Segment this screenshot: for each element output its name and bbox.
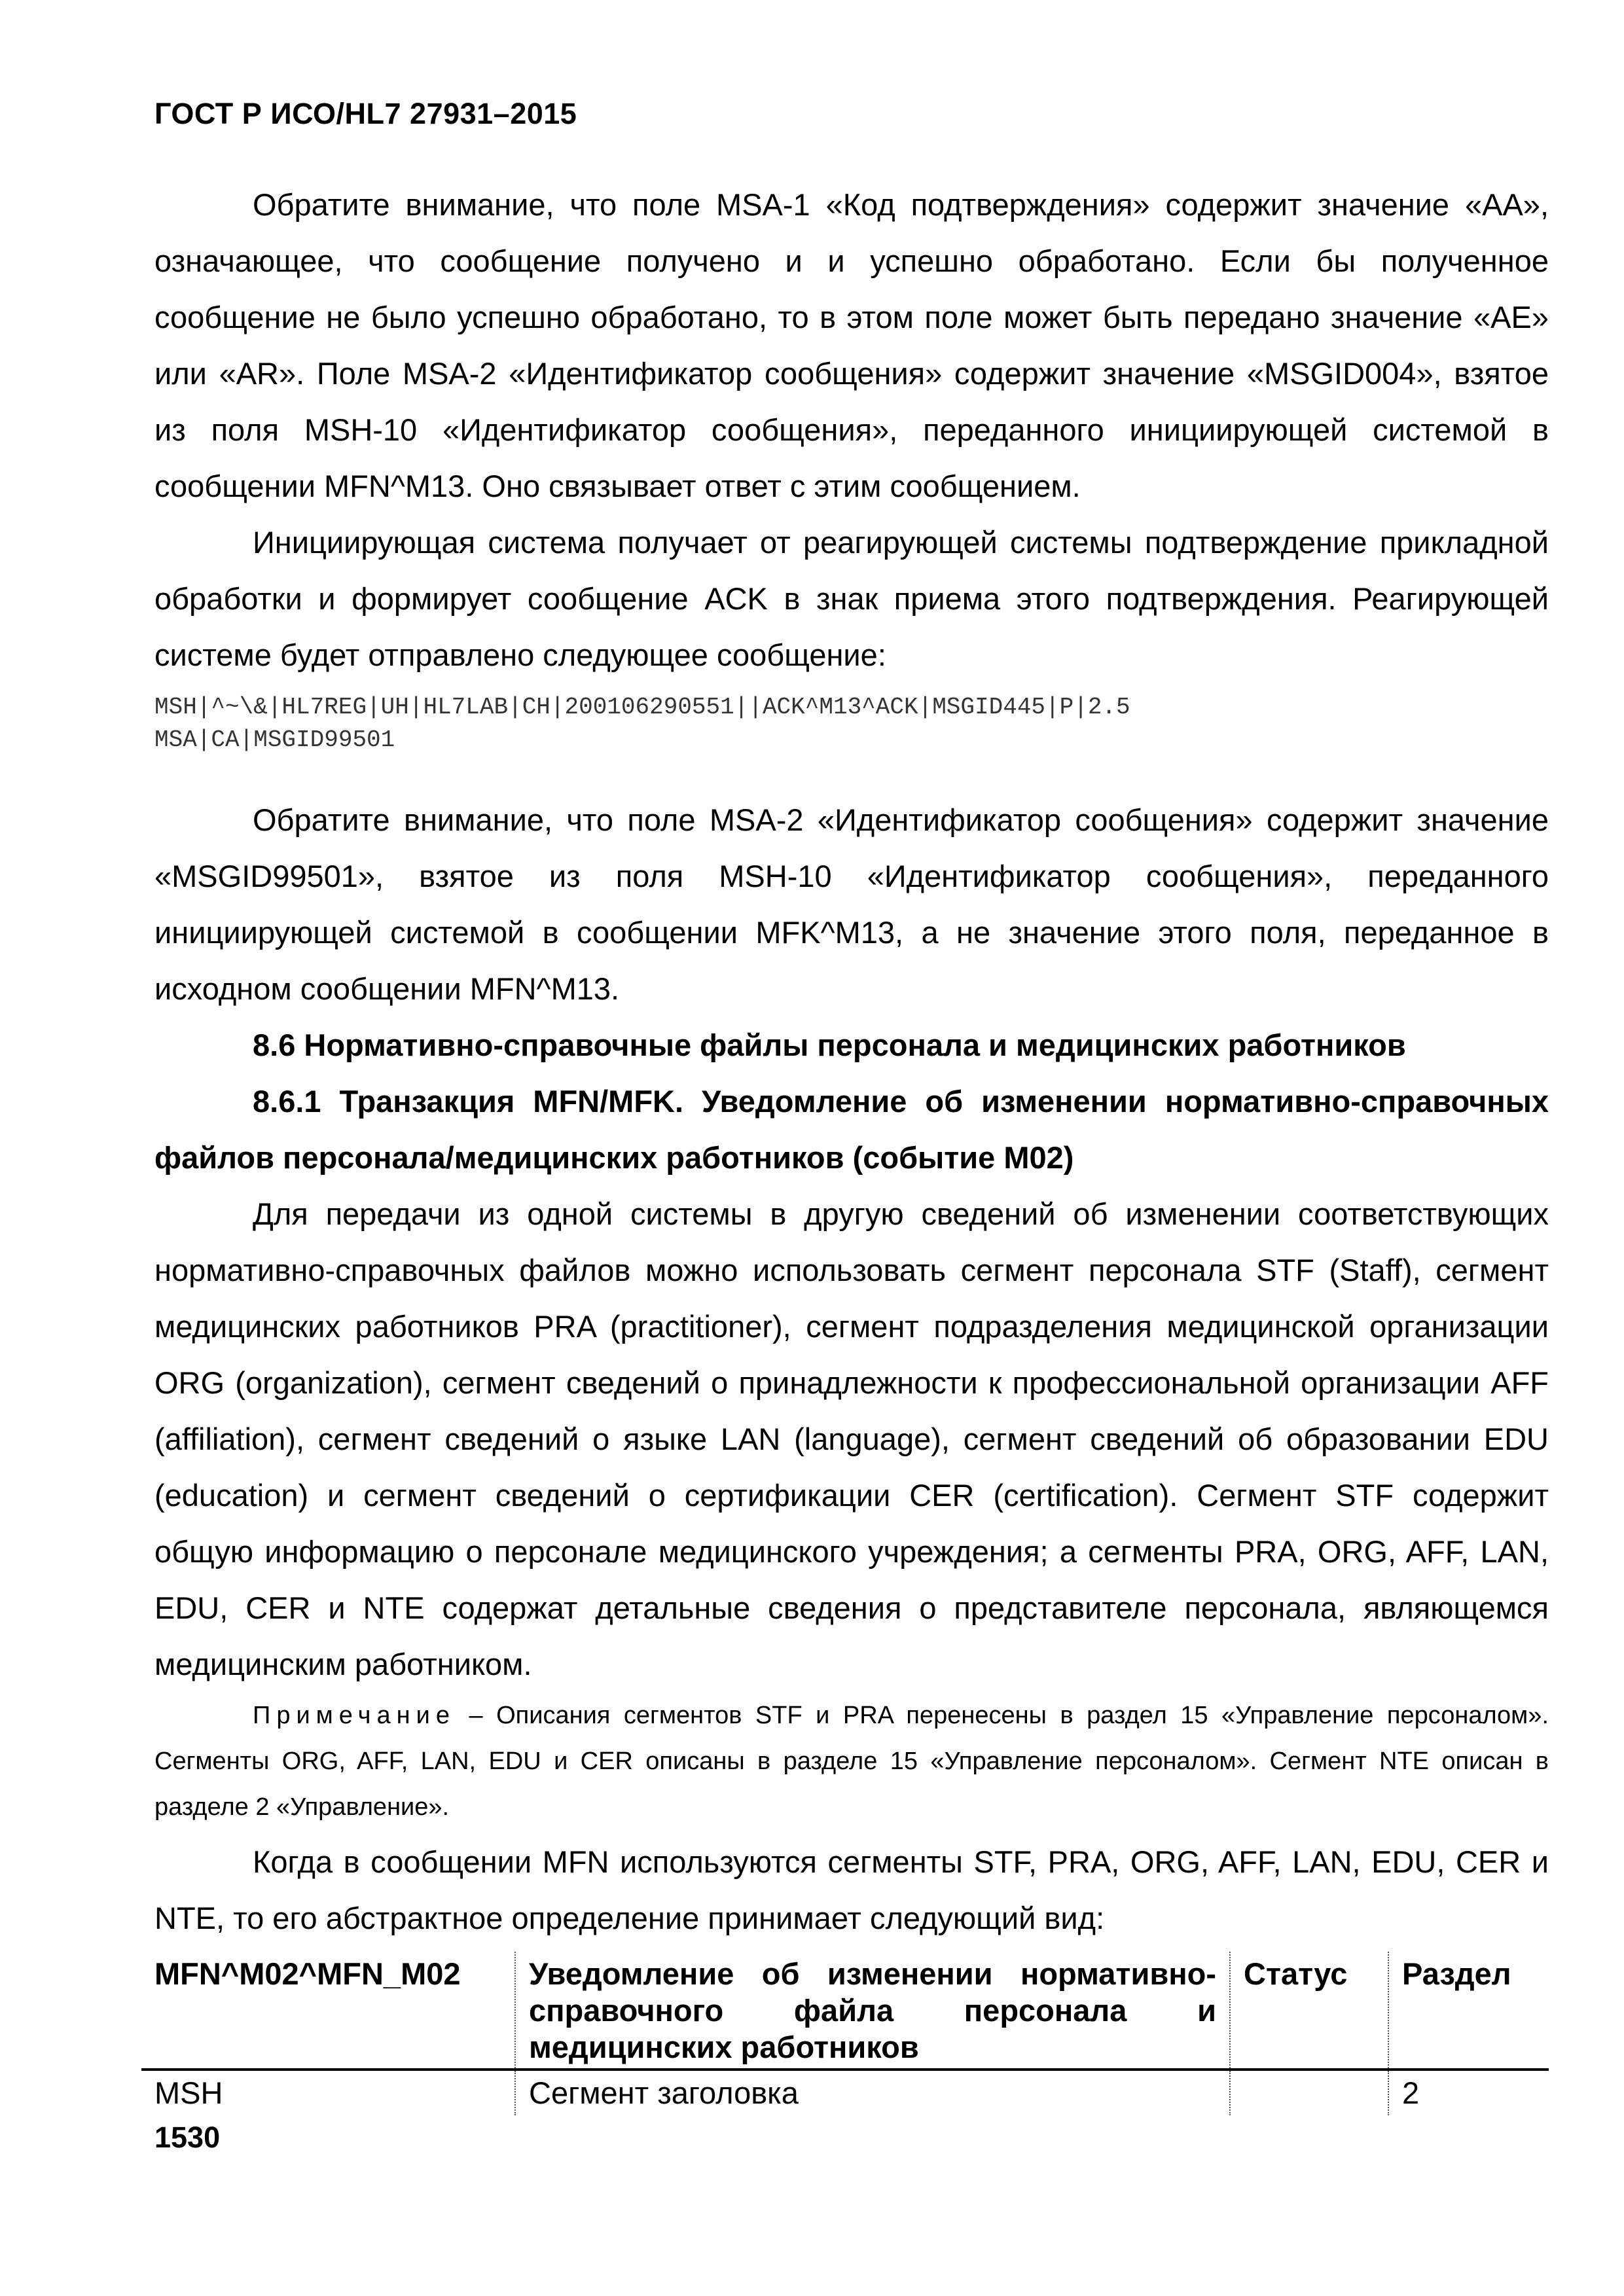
hl7-message-code [154, 691, 1549, 757]
page-number: 1530 [154, 2121, 221, 2154]
document-id: ГОСТ Р ИСО/HL7 27931–2015 [154, 97, 577, 130]
code-line-msh: MSH|^~\&|HL7REG|UH|HL7LAB|CH|200106290551||ACK^M13^ACK|MSGID445|P|2.5 [154, 694, 1130, 721]
section-heading-8-6-1: 8.6.1 Транзакция MFN/MFK. Уведомление об изменении нормативно-справочных файлов персонала/медицинских работников (событие M02) [154, 1084, 1549, 1175]
paragraph-msa2-note: Обратите внимание, что поле MSA-2 «Идентификатор сообщения» содержит значение «MSGID99501», взятое из поля MSH-10 «Идентификатор сообщения», переданного инициирующей системой в сообщении MFK^M13, а не значение этого поля, переданное в исходном сообщении MFN^M13. [154, 802, 1549, 1006]
table-cell: Сегмент заголовка [515, 2070, 1230, 2115]
table-cell: MSH [154, 2075, 223, 2110]
table-cell [1230, 2070, 1388, 2115]
table-header-cell: Уведомление об изменении нормативно-справочного файла персонала и медицинских работников [515, 1952, 1230, 2070]
paragraph-segments: Для передачи из одной системы в другую сведений об изменении соответствующих нормативно-справочных файлов можно использовать сегмент персонала STF (Staff), сегмент медицинских работников PRA (practitioner), сегмент подразделения медицинской организации ORG (organization), сегмент сведений о принадлежности к профессиональной организации AFF (affiliation), сегмент сведений о языке LAN (language), сегмент сведений об образовании EDU (education) и сегмент сведений о сертификации CER (certification). Сегмент STF содержит общую информацию о персонале медицинского учреждения; а сегменты PRA, ORG, AFF, LAN, EDU, CER и NTE содержат детальные сведения о представителе персонала, являющемся медицинским работником. [154, 1196, 1549, 1681]
code-line-msa: MSA|CA|MSGID99501 [154, 726, 395, 753]
table-header-cell: MFN^M02^MFN_M02 [141, 1952, 515, 2070]
document-body [154, 177, 1549, 2115]
note-label: Примечание [253, 1702, 456, 1729]
table-header-row [141, 1952, 1549, 2070]
message-structure-table [141, 1952, 1549, 2115]
paragraph-msa-ack: Обратите внимание, что поле MSA-1 «Код подтверждения» содержит значение «AA», означающее, что сообщение получено и и успешно обработано. Если бы полученное сообщение не было успешно обработано, то в этом поле может быть передано значение «AE» или «AR». Поле MSA-2 «Идентификатор сообщения» содержит значение «MSGID004», взятое из поля MSH-10 «Идентификатор сообщения», переданного инициирующей системой в сообщении MFN^M13. Оно связывает ответ с этим сообщением. [154, 187, 1549, 503]
section-heading-8-6: 8.6 Нормативно-справочные файлы персонала и медицинских работников [253, 1028, 1406, 1062]
table-header-cell: Раздел [1388, 1952, 1549, 2070]
note-text: – Описания сегментов STF и PRA перенесены в раздел 15 «Управление персоналом». Сегменты ORG, AFF, LAN, EDU и CER описаны в разделе 15 «Управление персоналом». Сегмент NTE описан в разделе 2 «Управление». [154, 1702, 1549, 1821]
table-row [141, 2070, 1549, 2115]
table-header-cell: Статус [1230, 1952, 1388, 2070]
paragraph-ack-response: Инициирующая система получает от реагирующей системы подтверждение прикладной обработки и формирует сообщение ACK в знак приема этого подтверждения. Реагирующей системе будет отправлено следующее сообщение: [154, 525, 1549, 672]
table-cell: 2 [1388, 2070, 1549, 2115]
paragraph-abstract-definition: Когда в сообщении MFN используются сегменты STF, PRA, ORG, AFF, LAN, EDU, CER и NTE, то его абстрактное определение принимает следующий вид: [154, 1844, 1549, 1935]
note-paragraph [154, 1693, 1549, 1830]
